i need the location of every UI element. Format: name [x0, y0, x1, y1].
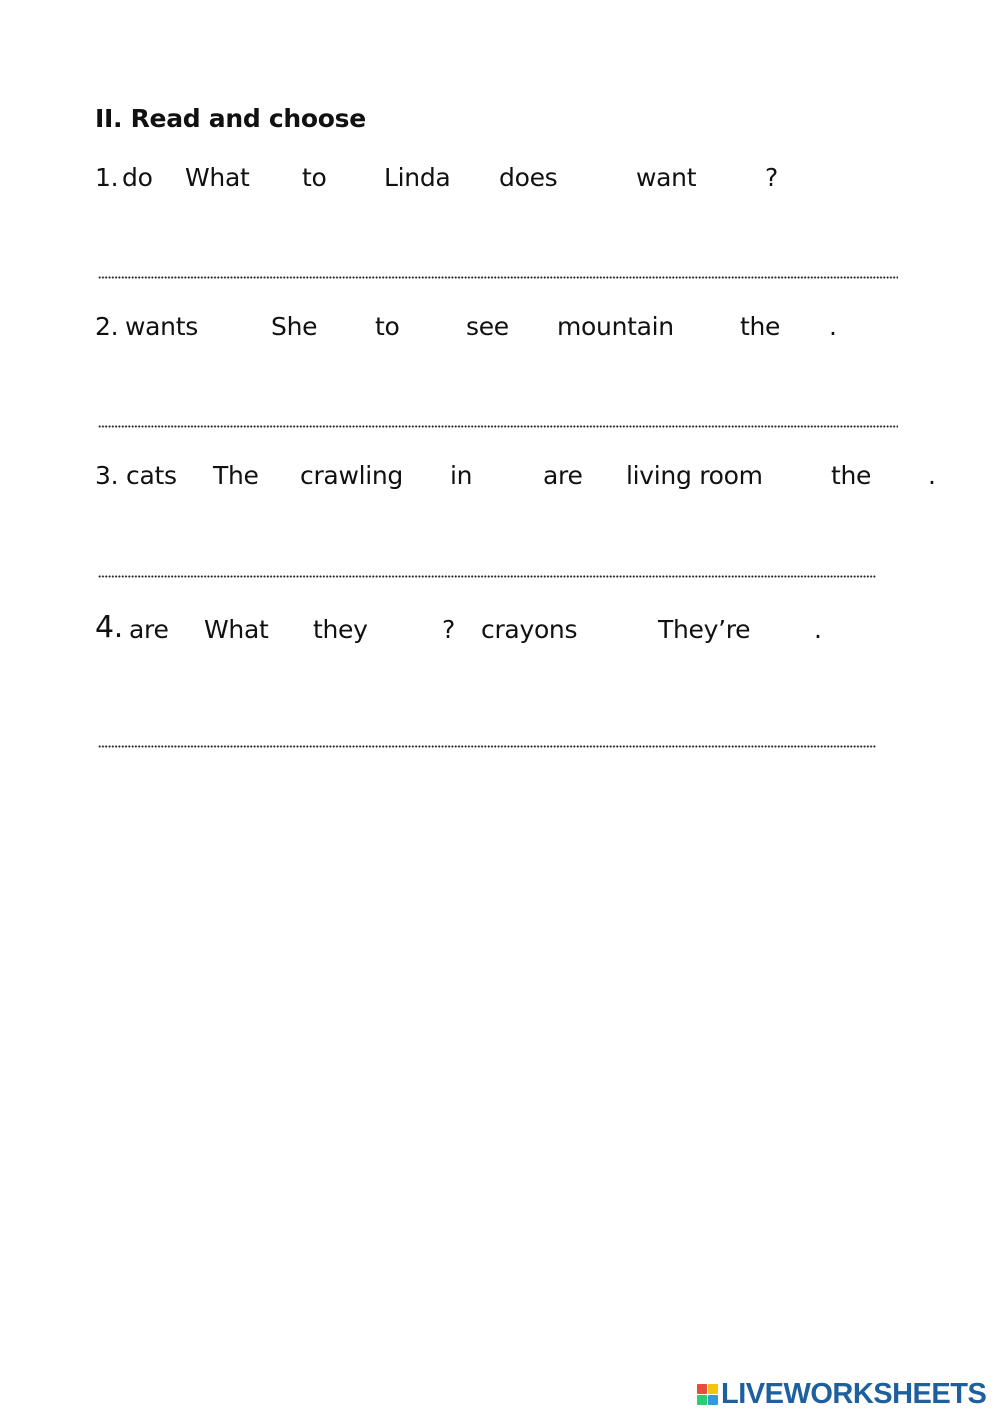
word-token: are — [543, 461, 583, 490]
question-number: 2. — [95, 312, 119, 341]
word-token: The — [213, 461, 259, 490]
word-token: see — [466, 312, 509, 341]
answer-line-2[interactable] — [98, 425, 898, 428]
word-token: What — [204, 615, 269, 644]
word-token: in — [450, 461, 473, 490]
word-token: they — [313, 615, 368, 644]
logo-square-green — [697, 1395, 707, 1405]
word-token: What — [185, 163, 250, 192]
word-token: the — [740, 312, 781, 341]
word-token: want — [636, 163, 697, 192]
question-number: 4. — [95, 610, 124, 645]
word-token: are — [129, 615, 169, 644]
question-number: 1. — [95, 163, 119, 192]
liveworksheets-logo — [697, 1378, 986, 1410]
word-token: crawling — [300, 461, 403, 490]
question-4 — [0, 610, 1000, 649]
word-token: . — [928, 461, 936, 490]
word-token: They’re — [658, 615, 751, 644]
question-number: 3. — [95, 461, 119, 490]
word-token: ? — [765, 163, 778, 192]
logo-text: LIVEWORKSHEETS — [721, 1377, 987, 1410]
logo-square-yellow — [708, 1384, 718, 1394]
word-token: do — [122, 163, 153, 192]
word-token: ? — [442, 615, 455, 644]
logo-square-red — [697, 1384, 707, 1394]
word-token: the — [831, 461, 872, 490]
word-token: to — [302, 163, 327, 192]
word-token: wants — [125, 312, 198, 341]
logo-square-blue — [708, 1395, 718, 1405]
word-token: living room — [626, 461, 763, 490]
word-token: . — [814, 615, 822, 644]
word-token: to — [375, 312, 400, 341]
answer-line-4[interactable] — [98, 745, 876, 748]
answer-line-3[interactable] — [98, 575, 876, 578]
question-1 — [0, 163, 1000, 197]
section-heading: II. Read and choose — [95, 104, 366, 133]
question-3 — [0, 461, 1000, 495]
question-2 — [0, 312, 1000, 346]
answer-line-1[interactable] — [98, 276, 898, 279]
word-token: She — [271, 312, 318, 341]
word-token: . — [829, 312, 837, 341]
word-token: does — [499, 163, 558, 192]
word-token: crayons — [481, 615, 578, 644]
word-token: cats — [126, 461, 177, 490]
word-token: mountain — [557, 312, 674, 341]
liveworksheets-logo-icon — [697, 1384, 718, 1405]
word-token: Linda — [384, 163, 451, 192]
